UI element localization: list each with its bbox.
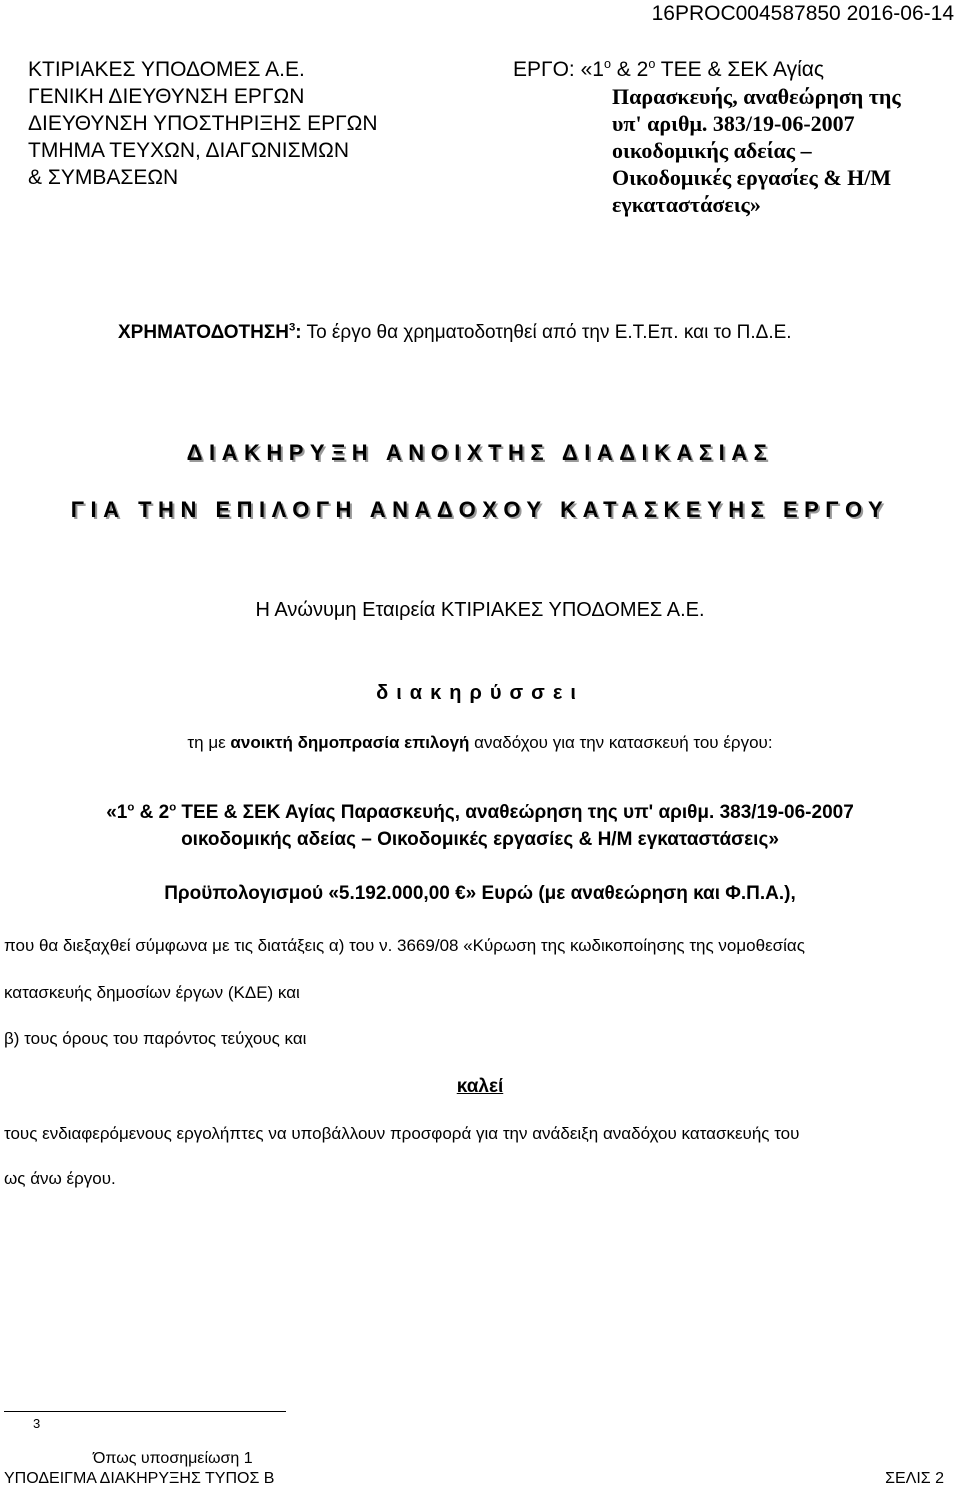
funding-line: ΧΡΗΜΑΤΟΔΟΤΗΣΗ$^3$: Το έργο θα χρηματοδοτηθεί από την Ε.Τ.Επ. και το Π.Δ.Ε. (118, 321, 792, 343)
calls-word: καλεί (456, 1076, 504, 1097)
legal-basis-line-1: που θα διεξαχθεί σύμφωνα με τις διατάξεις α) του ν. 3669/08 «Κύρωση της κωδικοποίησης της νομοθεσίας (4, 936, 805, 955)
footer-page-number: ΣΕΛΙΣ 2 (885, 1470, 944, 1487)
org-line: ΚΤΙΡΙΑΚΕΣ ΥΠΟΔΟΜΕΣ Α.Ε. (28, 58, 305, 81)
footnote-number: 3 (33, 1416, 41, 1431)
title-line-2: ΓΙΑ ΤΗΝ ΕΠΙΛΟΓΗ ΑΝΑΔΟΧΟΥ ΚΑΤΑΣΚΕΥΗΣ ΕΡΓΟΥ (70, 497, 890, 522)
legal-basis-line-2: κατασκευής δημοσίων έργων (ΚΔΕ) και (4, 983, 300, 1002)
project-line: Οικοδομικές εργασίες & Η/Μ (612, 165, 892, 190)
funding-text: Το έργο θα χρηματοδοτηθεί από την Ε.Τ.Επ. και το Π.Δ.Ε. (301, 322, 792, 343)
document-reference: 16PROC004587850 2016-06-14 (651, 2, 954, 25)
project-title-line-2: οικοδομικής αδείας – Οικοδομικές εργασίες & Η/Μ εγκαταστάσεις» (181, 829, 779, 850)
org-line: & ΣΥΜΒΑΣΕΩΝ (28, 166, 179, 189)
declares-word: διακηρύσσει (376, 682, 584, 704)
invitation-line-2: ως άνω έργου. (4, 1169, 116, 1188)
project-line: Παρασκευής, αναθεώρηση της (612, 84, 901, 109)
invitation-line-1: τους ενδιαφερόμενους εργολήπτες να υποβάλλουν προσφορά για την ανάδειξη αναδόχου κατασκευής του (4, 1124, 800, 1143)
org-line: ΔΙΕΥΘΥΝΣΗ ΥΠΟΣΤΗΡΙΞΗΣ ΕΡΓΩΝ (28, 112, 378, 135)
footnote-divider (4, 1411, 286, 1412)
company-line: Η Ανώνυμη Εταιρεία ΚΤΙΡΙΑΚΕΣ ΥΠΟΔΟΜΕΣ Α.Ε. (255, 599, 705, 621)
project-title-line-1: «$1^o$ & $2^o$ ΤΕΕ & ΣΕΚ Αγίας Παρασκευής, αναθεώρηση της υπ' αριθμ. 383/19-06-2007 (106, 801, 854, 823)
budget-line: Προϋπολογισμού «5.192.000,00 €» Ευρώ (με αναθεώρηση και Φ.Π.Α.), (164, 883, 796, 904)
funding-label: ΧΡΗΜΑΤΟΔΟΤΗΣΗ (118, 322, 289, 343)
project-line: οικοδομικής αδείας – (612, 138, 812, 163)
org-line: ΤΜΗΜΑ ΤΕΥΧΩΝ, ΔΙΑΓΩΝΙΣΜΩΝ (28, 139, 349, 162)
project-line: εγκαταστάσεις» (612, 192, 761, 217)
project-label-line: ΕΡΓΟ: «$1^o$ & $2^o$ ΤΕΕ & ΣΕΚ Αγίας (513, 57, 825, 81)
org-line: ΓΕΝΙΚΗ ΔΙΕΥΘΥΝΣΗ ΕΡΓΩΝ (28, 85, 305, 108)
footer-left: ΥΠΟΔΕΙΓΜΑ ΔΙΑΚΗΡΥΞΗΣ ΤΥΠΟΣ Β (4, 1470, 275, 1487)
title-line-1: ΔΙΑΚΗΡΥΞΗ ΑΝΟΙΧΤΗΣ ΔΙΑΔΙΚΑΣΙΑΣ (186, 440, 774, 465)
footnote-ref: 3 (288, 321, 296, 334)
footnote-text: Όπως υποσημείωση 1 (93, 1450, 253, 1467)
project-line: υπ' αριθμ. 383/19-06-2007 (612, 111, 855, 136)
intro-line: τη με ανοικτή δημοπρασία επιλογή αναδόχου για την κατασκευή του έργου: (187, 733, 773, 752)
terms-line: β) τους όρους του παρόντος τεύχους και (4, 1029, 307, 1048)
